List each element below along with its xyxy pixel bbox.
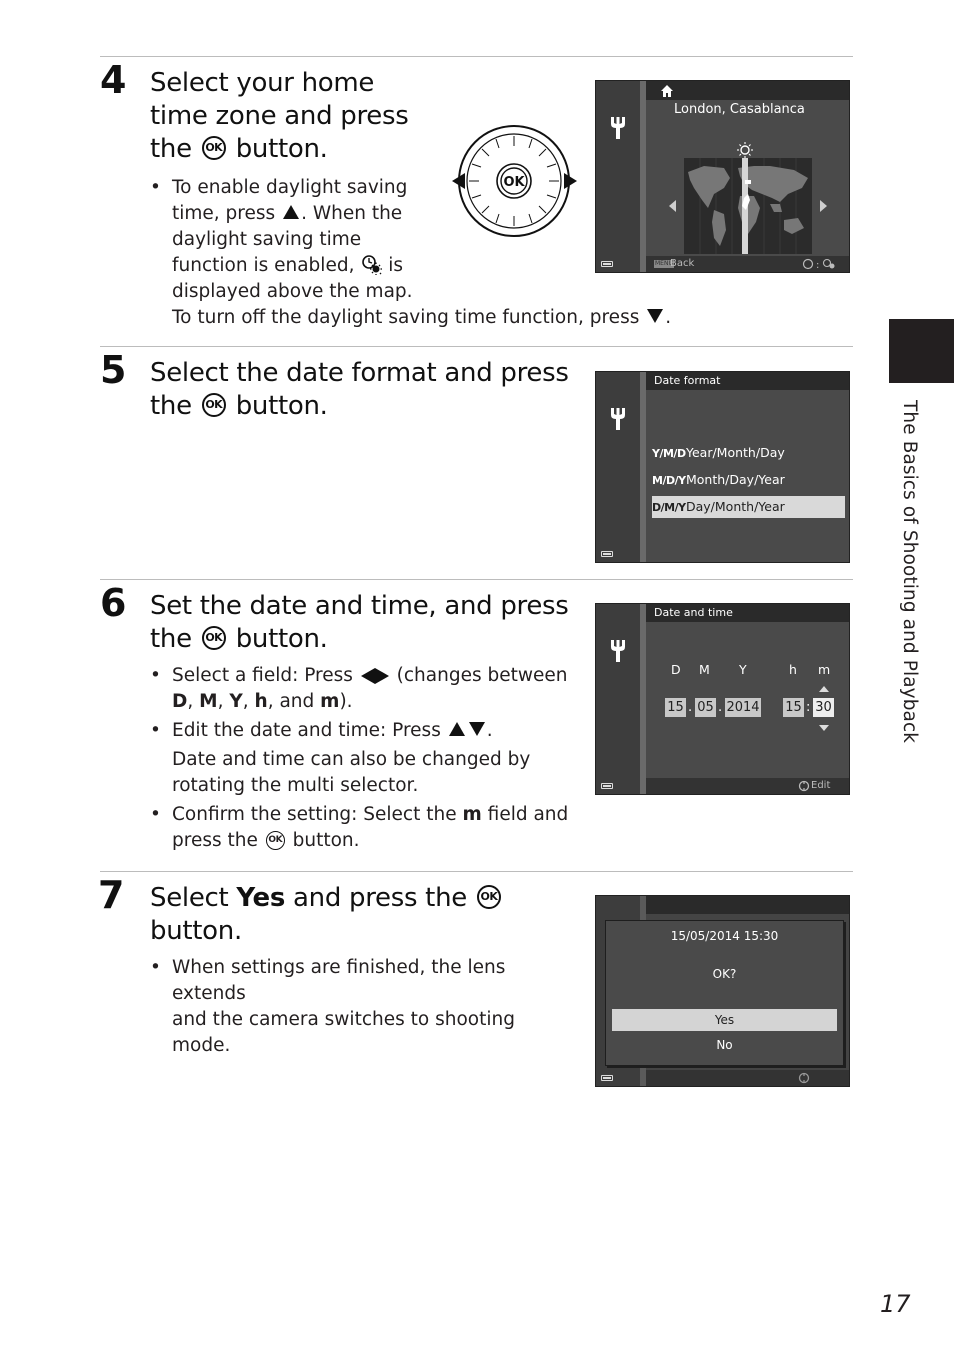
camera-screen-confirm bbox=[595, 895, 850, 1087]
wrench-icon bbox=[608, 115, 628, 141]
section-divider-6 bbox=[100, 579, 853, 580]
camera-screen-date-format bbox=[595, 371, 850, 563]
step-7-heading: Select Yes and press the OK button. bbox=[150, 882, 503, 948]
dial-ok-label: OK bbox=[503, 175, 525, 190]
field-year[interactable]: 2014 bbox=[726, 700, 760, 715]
edit-label: Edit bbox=[811, 780, 831, 791]
back-label: Back bbox=[670, 258, 695, 269]
step-5-heading: Select the date format and press the OK button. bbox=[150, 358, 569, 421]
date-format-option-mdy[interactable]: M/D/YMonth/Day/Year bbox=[652, 472, 785, 487]
map-left-arrow-icon[interactable] bbox=[668, 199, 678, 213]
time-zone-map-panel bbox=[646, 81, 849, 272]
ok-button-icon: OK bbox=[266, 831, 285, 850]
down-arrow-icon bbox=[469, 722, 485, 736]
separator-dot: . bbox=[718, 700, 723, 715]
date-format-title: Date format bbox=[646, 372, 849, 390]
right-arrow-icon bbox=[375, 668, 389, 684]
label-year: Y bbox=[739, 662, 747, 677]
field-minute[interactable]: 30 bbox=[813, 698, 834, 717]
up-arrow-icon bbox=[449, 722, 465, 736]
section-divider-7 bbox=[100, 871, 853, 872]
step-4-heading-line3: the OK button. bbox=[150, 134, 328, 164]
step-6-bullet-3: • Confirm the setting: Select the m field and press the OK button. bbox=[150, 802, 570, 854]
chapter-side-tab bbox=[889, 319, 954, 383]
step-6-bullet-1: • Select a field: Press (changes between D, M, Y, h, and m). bbox=[150, 663, 570, 715]
menu-key-icon: MENU bbox=[655, 260, 673, 267]
field-day[interactable]: 15 bbox=[665, 698, 686, 717]
step-4-heading-line2: time zone and press bbox=[150, 101, 409, 131]
field-month[interactable]: 05 bbox=[695, 698, 716, 717]
rotary-selector-icon bbox=[798, 1072, 810, 1084]
step-4-heading-line1: Select your home bbox=[150, 68, 375, 98]
rotary-selector-icon bbox=[798, 780, 810, 792]
map-right-arrow-icon[interactable] bbox=[818, 199, 828, 213]
wrench-icon bbox=[608, 638, 628, 664]
section-divider-top bbox=[100, 56, 853, 57]
step-6-number: 6 bbox=[100, 581, 127, 625]
minute-down-arrow-icon[interactable] bbox=[819, 725, 829, 731]
step-4-bullet-1: • To enable daylight saving time, press . When the daylight saving time function is enabled, is displayed above the map. To turn off the daylight saving time function, press . bbox=[150, 175, 750, 331]
step-4-number: 4 bbox=[100, 58, 127, 102]
confirm-yes-option[interactable]: Yes bbox=[612, 1009, 837, 1031]
step-6-heading: Set the date and time, and press the OK button. bbox=[150, 591, 569, 654]
confirm-datetime: 15/05/2014 15:30 bbox=[670, 929, 779, 943]
step-7-bullet-1: • When settings are finished, the lens extends and the camera switches to shooting mode. bbox=[150, 955, 580, 1059]
step-7-bullets bbox=[150, 955, 580, 1059]
ok-button-icon: OK bbox=[202, 626, 226, 650]
step-5-number: 5 bbox=[100, 348, 127, 392]
step-6-bullets bbox=[150, 663, 570, 854]
up-arrow-icon bbox=[283, 205, 299, 219]
confirm-dialog bbox=[605, 920, 844, 1066]
ok-button-icon: OK bbox=[477, 885, 501, 909]
battery-icon bbox=[601, 783, 613, 789]
left-arrow-icon bbox=[361, 668, 375, 684]
date-time-title: Date and time bbox=[646, 604, 849, 622]
section-divider-5 bbox=[100, 346, 853, 347]
dst-toggle-hint-icon bbox=[802, 258, 842, 270]
world-map bbox=[684, 138, 812, 256]
down-arrow-icon bbox=[647, 309, 663, 323]
home-time-zone-location: London, Casablanca bbox=[674, 102, 805, 117]
ok-button-icon: OK bbox=[202, 393, 226, 417]
battery-icon bbox=[601, 551, 613, 557]
separator-dot: . bbox=[688, 700, 693, 715]
camera-screen-date-time bbox=[595, 603, 850, 795]
step-6-bullet-2: • Edit the date and time: Press . Date and time can also be changed by rotating the multi selector. bbox=[150, 718, 570, 799]
confirm-no-option[interactable]: No bbox=[716, 1038, 733, 1052]
camera-screen-time-zone bbox=[595, 80, 850, 273]
home-icon bbox=[660, 84, 674, 98]
label-day: D bbox=[671, 662, 681, 677]
separator-colon: : bbox=[806, 700, 811, 715]
label-month: M bbox=[699, 662, 710, 677]
label-hour: h bbox=[789, 662, 797, 677]
wrench-icon bbox=[608, 406, 628, 432]
battery-icon bbox=[601, 1075, 613, 1081]
daylight-saving-icon bbox=[360, 253, 382, 275]
date-format-option-dmy[interactable]: D/M/YDay/Month/Year bbox=[652, 496, 845, 518]
minute-up-arrow-icon[interactable] bbox=[819, 686, 829, 692]
ok-button-icon: OK bbox=[202, 136, 226, 160]
step-7-number: 7 bbox=[98, 873, 125, 917]
field-hour[interactable]: 15 bbox=[783, 698, 804, 717]
page-number: 17 bbox=[880, 1290, 911, 1318]
screen-footer bbox=[646, 778, 849, 794]
confirm-question: OK? bbox=[712, 967, 737, 981]
screen-footer bbox=[646, 256, 849, 272]
step-4-heading bbox=[150, 67, 409, 166]
date-format-option-ymd[interactable]: Y/M/DYear/Month/Day bbox=[652, 445, 785, 460]
chapter-side-label: The Basics of Shooting and Playback bbox=[899, 400, 920, 744]
svg-text::: : bbox=[816, 260, 820, 270]
battery-icon bbox=[601, 261, 613, 267]
label-minute: m bbox=[818, 662, 831, 677]
